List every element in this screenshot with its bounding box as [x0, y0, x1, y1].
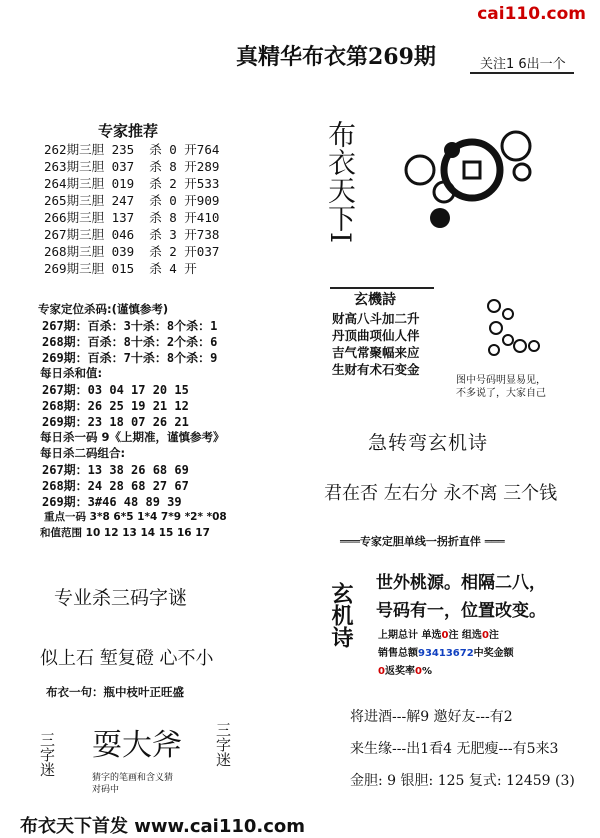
- poem-line: 财高八斗加二升: [332, 311, 420, 326]
- focus-code-row: 重点一码 3*8 6*5 1*4 7*9 *2* *08: [44, 511, 227, 523]
- poem-title: 玄機詩: [354, 292, 396, 308]
- list-item: 269期：百杀：7十杀：8个杀：9: [42, 351, 218, 365]
- stat-label: %: [421, 666, 432, 677]
- kill-code-panel: [34, 297, 248, 539]
- stat-row: [378, 644, 514, 659]
- stat-value: 0: [481, 630, 489, 641]
- list-item: 267期：13 38 26 68 69: [42, 463, 189, 477]
- stat-row: [378, 626, 499, 641]
- section-heading: 每日杀和值:: [40, 366, 103, 380]
- riddle-answer-line: 金胆: 9 银胆: 125 复式: 12459 (3): [350, 773, 575, 789]
- panel-heading: 专家推荐: [98, 122, 159, 140]
- stat-label: 返奖率: [384, 666, 415, 677]
- single-line-heading: ═══专家定胆单线一拐折直伴 ═══: [340, 535, 505, 548]
- list-item: 269期三胆 015 杀 4 开: [44, 261, 197, 276]
- follow-underline: [470, 72, 574, 74]
- poem-line: 世外桃源。相隔二八，: [376, 573, 546, 593]
- list-item: 268期三胆 039 杀 2 开037: [44, 244, 220, 259]
- poem-line: 生财有术石变金: [332, 362, 420, 377]
- stat-label: 注 组选: [448, 630, 482, 641]
- poem-note: 不多说了，大家自己: [456, 388, 546, 399]
- section-heading: 专家定位杀码:(谨慎参考): [38, 302, 169, 316]
- list-item: 269期：3#46 48 89 39: [42, 495, 182, 509]
- list-item: 268期：26 25 19 21 12: [42, 399, 189, 413]
- list-item: 267期三胆 046 杀 3 开738: [44, 227, 220, 242]
- stat-value: 0: [378, 666, 385, 677]
- poem-line: 丹顶曲项仙人伴: [332, 328, 420, 343]
- list-item: 265期三胆 247 杀 0 开909: [44, 193, 220, 208]
- vertical-title: 布衣天下I: [324, 120, 357, 244]
- page-title: 真精华布衣第269期: [236, 44, 436, 70]
- list-item: 267期：03 04 17 20 15: [42, 383, 189, 397]
- poem-line: 号码有一，位置改变。: [376, 601, 546, 621]
- stat-label: 销售总额: [378, 648, 418, 659]
- stat-label: 中奖金额: [473, 648, 514, 659]
- list-item: 269期：23 18 07 26 21: [42, 415, 189, 429]
- list-item: 266期三胆 137 杀 8 开410: [44, 210, 220, 225]
- riddle-answer-line: 来生缘---出1看4 无肥瘦---有5来3: [350, 741, 559, 757]
- list-item: 262期三胆 235 杀 0 开764: [44, 142, 220, 157]
- site-logo[interactable]: cai110.com: [477, 4, 586, 24]
- list-item: 268期：百杀：8十杀：2个杀：6: [42, 335, 218, 349]
- sum-range-row: 和值范围 10 12 13 14 15 16 17: [40, 527, 210, 539]
- stat-value: 93413672: [418, 648, 474, 659]
- riddle-center: 耍大斧: [92, 728, 182, 763]
- riddle-sentence: 布衣一句：瓶中枝叶正旺盛: [46, 685, 184, 699]
- stat-row: [378, 662, 432, 677]
- urgent-poem-line: 君在否 左右分 永不离 三个钱: [324, 483, 558, 504]
- riddle-answer-line: 将进酒---解9 邀好友---有2: [350, 709, 513, 725]
- section-heading: 每日杀一码 9《上期准，谨慎参考》: [40, 430, 225, 444]
- coin-drawing: [390, 128, 560, 238]
- urgent-poem-title: 急转弯玄机诗: [368, 432, 489, 454]
- follow-note: 关注1 6出一个: [480, 57, 566, 72]
- vertical-poem-title: 玄机诗: [328, 582, 354, 648]
- riddle-side: 三字迷: [38, 732, 56, 777]
- riddle-note: 猜字的笔画和含义猜: [92, 773, 174, 783]
- section-heading: 每日杀二码组合:: [40, 446, 126, 460]
- stat-label: 注: [488, 630, 499, 641]
- riddle-note: 对码中: [92, 785, 120, 795]
- poem-line: 吉气常聚幅来应: [332, 345, 420, 360]
- coin-cluster-drawing: [482, 296, 542, 362]
- footer-text: 布衣天下首发 www.cai110.com: [20, 816, 306, 837]
- riddle-heading: 专业杀三码字谜: [54, 587, 188, 609]
- riddle-line: 似上石 堑复磴 心不小: [40, 648, 214, 669]
- stat-value: 0: [414, 666, 422, 677]
- riddle-side: 三字迷: [214, 722, 232, 767]
- stat-value: 0: [441, 630, 449, 641]
- list-item: 264期三胆 019 杀 2 开533: [44, 176, 220, 191]
- stat-label: 上期总计 单选: [378, 630, 442, 641]
- list-item: 263期三胆 037 杀 8 开289: [44, 159, 220, 174]
- expert-recommend-panel: [32, 118, 244, 283]
- list-item: 268期：24 28 68 27 67: [42, 479, 189, 493]
- list-item: 267期：百杀：3十杀：8个杀：1: [42, 319, 218, 333]
- poem-note: 图中号码明显易见，: [456, 375, 546, 386]
